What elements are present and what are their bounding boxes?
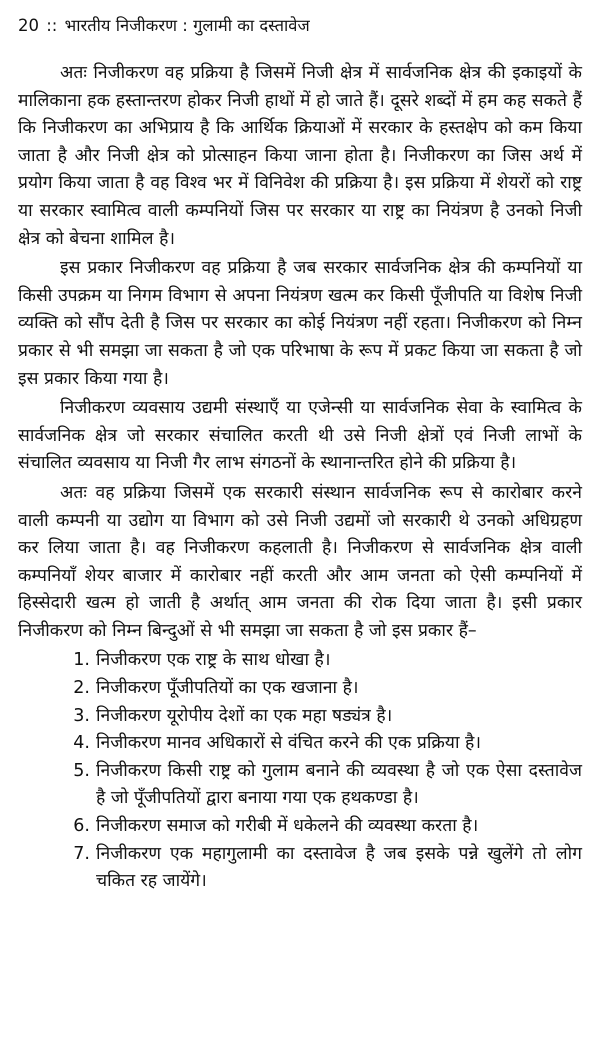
list-item-number: 3. xyxy=(73,705,90,726)
list-item xyxy=(18,758,582,813)
list-item xyxy=(18,703,582,731)
list-item-text: निजीकरण एक राष्ट्र के साथ धोखा है। xyxy=(96,650,331,671)
paragraph-2: इस प्रकार निजीकरण वह प्रक्रिया है जब सरकार सार्वजनिक क्षेत्र की कम्पनियों या किसी उपक्रम या निगम विभाग से अपना नियंत्रण खत्म कर किसी पूँजीपति या विशेष निजी व्यक्ति को सौंप देती है जिस पर सरकार का कोई नियंत्रण नहीं रहता। निजीकरण को निम्न प्रकार से भी समझा जा सकता है जो एक परिभाषा के रूप में प्रकट किया जा सकता है जो इस प्रकार किया गया है। xyxy=(18,258,582,389)
list-item-text: निजीकरण यूरोपीय देशों का एक महा षड्यंत्र है। xyxy=(96,705,393,726)
paragraph-1: अतः निजीकरण वह प्रक्रिया है जिसमें निजी क्षेत्र में सार्वजनिक क्षेत्र की इकाइयों के मालिकाना हक हस्तान्तरण होकर निजी हाथों में हो जाते हैं। दूसरे शब्दों में हम कह सकते हैं कि निजीकरण का अभिप्राय है कि आर्थिक क्रियाओं में सरकार के हस्तक्षेप को कम किया जाता है और निजी क्षेत्र को प्रोत्साहन किया जाना होता है। निजीकरण का जिस अर्थ में प्रयोग किया जाता है वह विश्व भर में विनिवेश की प्रक्रिया है। इस प्रक्रिया में शेयरों को राष्ट्र या सरकार स्वामित्व वाली कम्पनियों जिस पर सरकार या राष्ट्र का नियंत्रण है उनको निजी क्षेत्र को बेचना शामिल है। xyxy=(18,63,582,249)
list-item-text: निजीकरण समाज को गरीबी में धकेलने की व्यवस्था करता है। xyxy=(96,816,479,837)
list-item xyxy=(18,841,582,896)
page-number: 20 xyxy=(18,16,39,35)
list-item-number: 4. xyxy=(73,733,90,754)
list-item xyxy=(18,813,582,841)
list-item-number: 7. xyxy=(73,843,90,864)
paragraph-4: अतः वह प्रक्रिया जिसमें एक सरकारी संस्थान सार्वजनिक रूप से कारोबार करने वाली कम्पनी या उद्योग या विभाग को उसे निजी उद्यमों जो सरकारी थे उनको अधिग्रहण कर लिया जाता है। वह निजीकरण कहलाती है। निजीकरण से सार्वजनिक क्षेत्र वाली कम्पनियाँ शेयर बाजार में कारोबार नहीं करती और आम जनता को ऐसी कम्पनियों में हिस्सेदारी खत्म हो जाती है अर्थात् आम जनता की रोक दिया जाता है। इसी प्रकार निजीकरण को निम्न बिन्दुओं से भी समझा जा सकता है जो इस प्रकार हैं– xyxy=(18,482,582,641)
book-title: भारतीय निजीकरण : गुलामी का दस्तावेज xyxy=(64,16,310,35)
list-item-text: निजीकरण एक महागुलामी का दस्तावेज है जब इसके पन्ने खुलेंगे तो लोग चकित रह जायेंगे। xyxy=(96,843,582,892)
list-item xyxy=(18,730,582,758)
list-item-number: 1. xyxy=(73,650,90,671)
running-header xyxy=(18,14,582,38)
list-item-number: 6. xyxy=(73,816,90,837)
list-item-text: निजीकरण किसी राष्ट्र को गुलाम बनाने की व्यवस्था है जो एक ऐसा दस्तावेज है जो पूँजीपतियों द्वारा बनाया गया एक हथकण्डा है। xyxy=(96,760,582,809)
paragraph-3: निजीकरण व्यवसाय उद्यमी संस्थाएँ या एजेन्सी या सार्वजनिक सेवा के स्वामित्व के सार्वजनिक क्षेत्र जो सरकार संचालित करती थी उसे निजी क्षेत्रों एवं निजी लाभों के संचालित व्यवसाय या निजी गैर लाभ संगठनों के स्थानान्तरित होने की प्रक्रिया है। xyxy=(18,398,582,474)
list-item xyxy=(18,675,582,703)
list-item-text: निजीकरण पूँजीपतियों का एक खजाना है। xyxy=(96,678,359,699)
list-item-number: 2. xyxy=(73,678,90,699)
list-item xyxy=(18,647,582,675)
list-item-text: निजीकरण मानव अधिकारों से वंचित करने की एक प्रक्रिया है। xyxy=(96,733,481,754)
numbered-points-list xyxy=(18,647,582,895)
header-separator: :: xyxy=(46,16,58,35)
list-item-number: 5. xyxy=(73,760,90,781)
